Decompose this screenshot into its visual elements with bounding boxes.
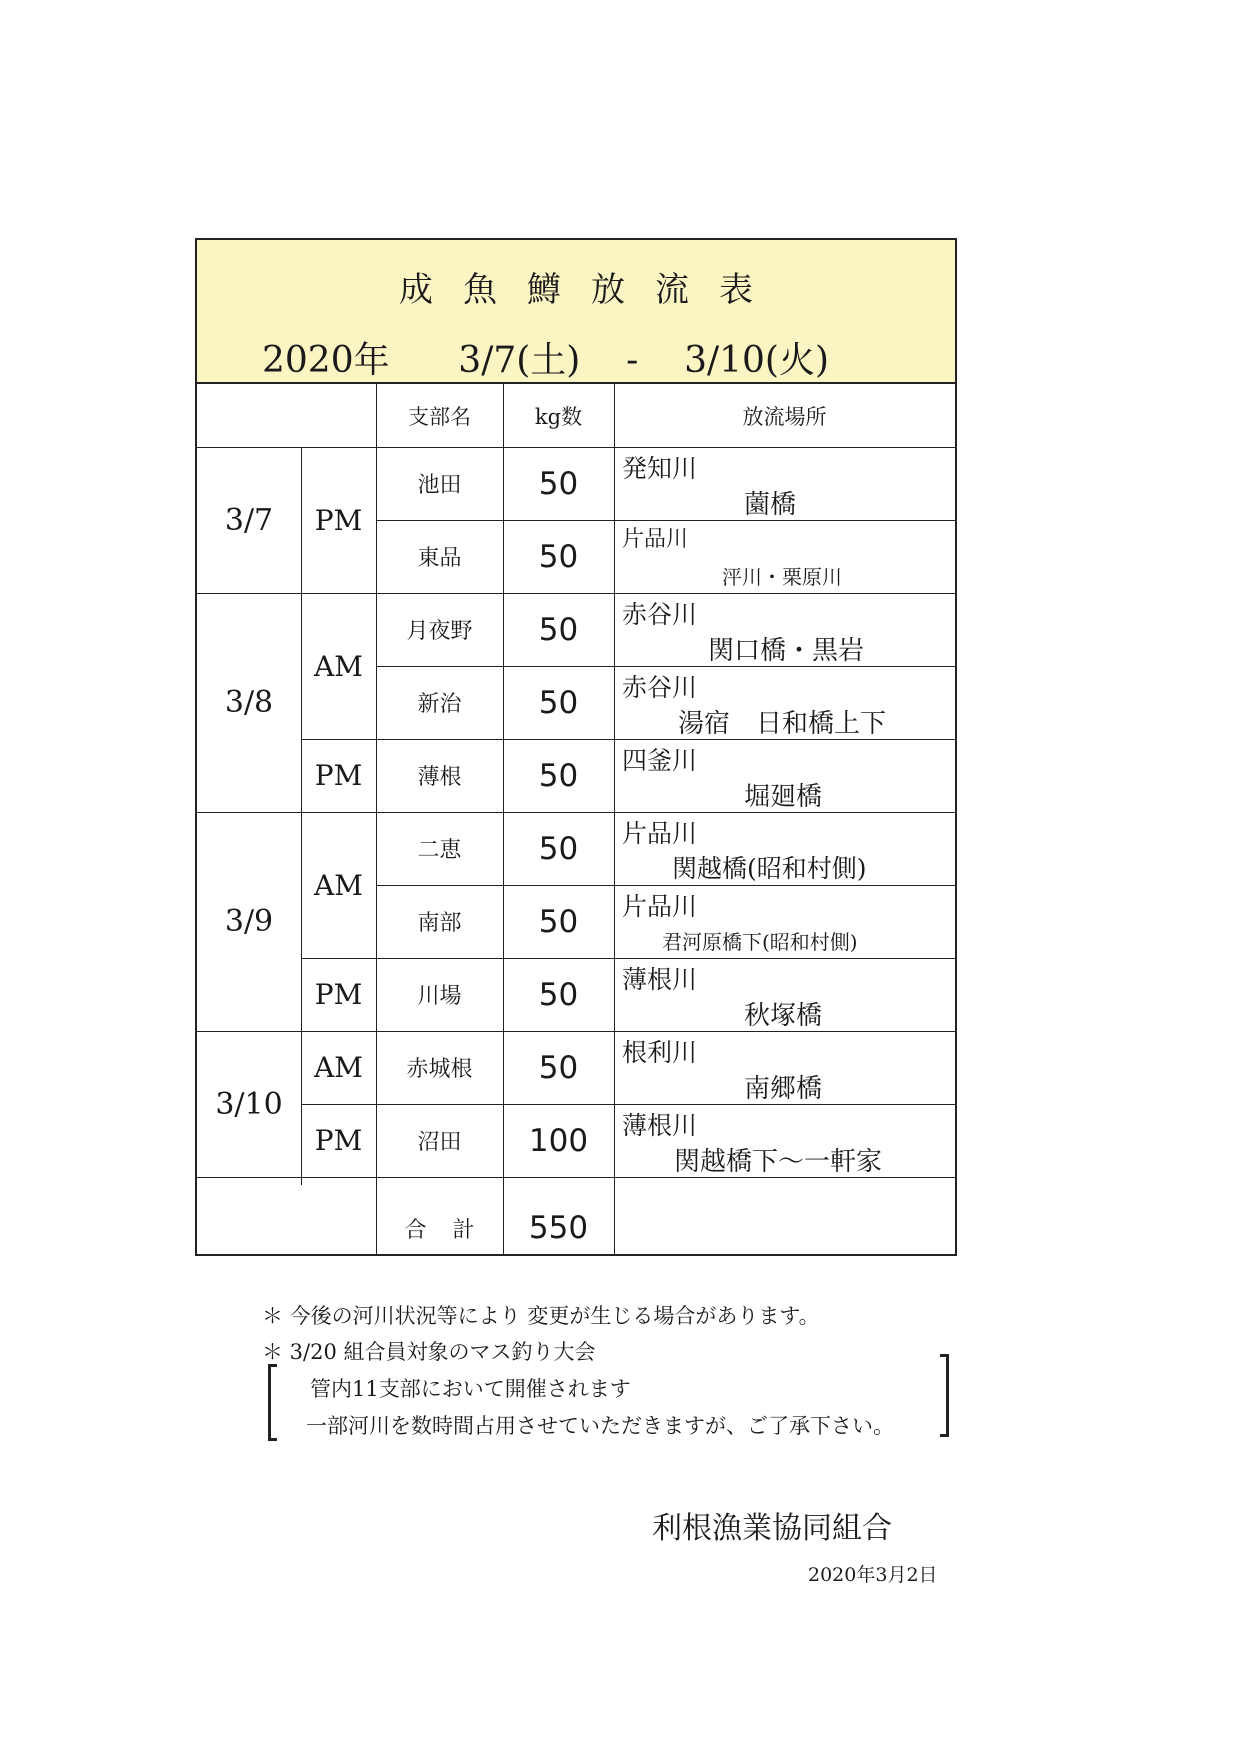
kg-cell: 50 bbox=[538, 465, 579, 502]
location-cell bbox=[614, 593, 955, 666]
bracket-right bbox=[940, 1354, 949, 1437]
location-cell bbox=[614, 520, 955, 593]
place-name: 秋塚橋 bbox=[744, 1001, 823, 1031]
branch-cell: 二恵 bbox=[417, 838, 462, 863]
branch-cell: 赤城根 bbox=[406, 1057, 473, 1082]
period-end: 3/10(火) bbox=[684, 340, 829, 381]
river-name: 片品川 bbox=[622, 819, 698, 848]
place-name: 湯宿 日和橋上下 bbox=[678, 709, 887, 739]
place-name: 堀廻橋 bbox=[744, 782, 823, 812]
note-4: 一部河川を数時間占用させていただきますが、ご了承下さい。 bbox=[306, 1414, 894, 1438]
place-name: 南郷橋 bbox=[744, 1074, 823, 1104]
place-name: 泙川・栗原川 bbox=[722, 565, 842, 589]
river-name: 発知川 bbox=[622, 454, 698, 483]
place-name: 関越橋下～一軒家 bbox=[674, 1147, 883, 1177]
total-kg: 550 bbox=[528, 1210, 589, 1246]
river-name: 薄根川 bbox=[622, 1111, 698, 1140]
kg-cell: 50 bbox=[538, 903, 579, 940]
period-start: 3/7(土) bbox=[458, 340, 581, 381]
date-cell: 3/7 bbox=[224, 502, 274, 538]
river-name: 赤谷川 bbox=[622, 600, 698, 629]
river-name: 四釜川 bbox=[622, 746, 698, 775]
river-name: 赤谷川 bbox=[622, 673, 698, 702]
branch-cell: 川場 bbox=[417, 984, 462, 1009]
period-year: 2020年 bbox=[262, 340, 390, 381]
river-name: 根利川 bbox=[622, 1038, 698, 1067]
river-name: 片品川 bbox=[622, 527, 689, 552]
place-name: 関口橋・黒岩 bbox=[708, 636, 865, 666]
branch-cell: 薄根 bbox=[417, 765, 462, 790]
branch-cell: 新治 bbox=[417, 692, 462, 717]
time-cell: PM bbox=[314, 978, 363, 1011]
kg-cell: 50 bbox=[538, 1049, 579, 1086]
location-cell bbox=[614, 1031, 955, 1104]
period bbox=[262, 332, 829, 383]
release-table bbox=[195, 238, 957, 1256]
time-cell: PM bbox=[314, 1124, 363, 1157]
page-title: 成魚鱒放流表 bbox=[399, 270, 783, 310]
branch-cell: 月夜野 bbox=[406, 619, 473, 644]
branch-cell: 沼田 bbox=[417, 1130, 462, 1155]
place-name: 薗橋 bbox=[744, 490, 797, 520]
total-label: 合計 bbox=[404, 1217, 501, 1243]
location-cell bbox=[614, 447, 955, 520]
kg-cell: 50 bbox=[538, 757, 579, 794]
branch-cell: 東品 bbox=[417, 546, 462, 571]
location-cell bbox=[614, 1104, 955, 1177]
kg-cell: 100 bbox=[528, 1122, 589, 1159]
branch-cell: 南部 bbox=[417, 911, 462, 936]
place-name: 君河原橋下(昭和村側) bbox=[662, 930, 858, 954]
kg-cell: 50 bbox=[538, 538, 579, 575]
location-cell bbox=[614, 812, 955, 885]
organization-name: 利根漁業協同組合 bbox=[652, 1511, 892, 1546]
issue-date: 2020年3月2日 bbox=[808, 1564, 938, 1586]
kg-cell: 50 bbox=[538, 830, 579, 867]
branch-cell: 池田 bbox=[417, 473, 462, 498]
period-sep: - bbox=[626, 340, 639, 381]
time-cell: PM bbox=[314, 759, 363, 792]
kg-cell: 50 bbox=[538, 611, 579, 648]
location-cell bbox=[614, 739, 955, 812]
note-3: 管内11支部において開催されます bbox=[310, 1377, 631, 1401]
header-location: 放流場所 bbox=[742, 404, 827, 429]
time-cell: AM bbox=[314, 1051, 363, 1084]
header-branch: 支部名 bbox=[408, 404, 471, 429]
place-name: 関越橋(昭和村側) bbox=[672, 854, 867, 883]
location-cell bbox=[614, 958, 955, 1031]
date-cell: 3/10 bbox=[215, 1086, 283, 1122]
time-cell: PM bbox=[314, 503, 363, 537]
header-kg: kg数 bbox=[534, 404, 583, 429]
date-cell: 3/9 bbox=[224, 904, 274, 939]
location-cell bbox=[614, 885, 955, 958]
time-cell: AM bbox=[314, 868, 363, 902]
table-title-box bbox=[197, 240, 955, 384]
river-name: 片品川 bbox=[622, 892, 698, 921]
location-cell bbox=[614, 666, 955, 739]
note-1: ＊ 今後の河川状況等により 変更が生じる場合があります。 bbox=[262, 1304, 820, 1328]
kg-cell: 50 bbox=[538, 976, 579, 1013]
bracket-left bbox=[268, 1364, 277, 1441]
river-name: 薄根川 bbox=[622, 965, 698, 994]
date-cell: 3/8 bbox=[224, 685, 274, 720]
time-cell: AM bbox=[314, 649, 363, 683]
kg-cell: 50 bbox=[538, 684, 579, 721]
note-2: ＊ 3/20 組合員対象のマス釣り大会 bbox=[262, 1340, 596, 1364]
